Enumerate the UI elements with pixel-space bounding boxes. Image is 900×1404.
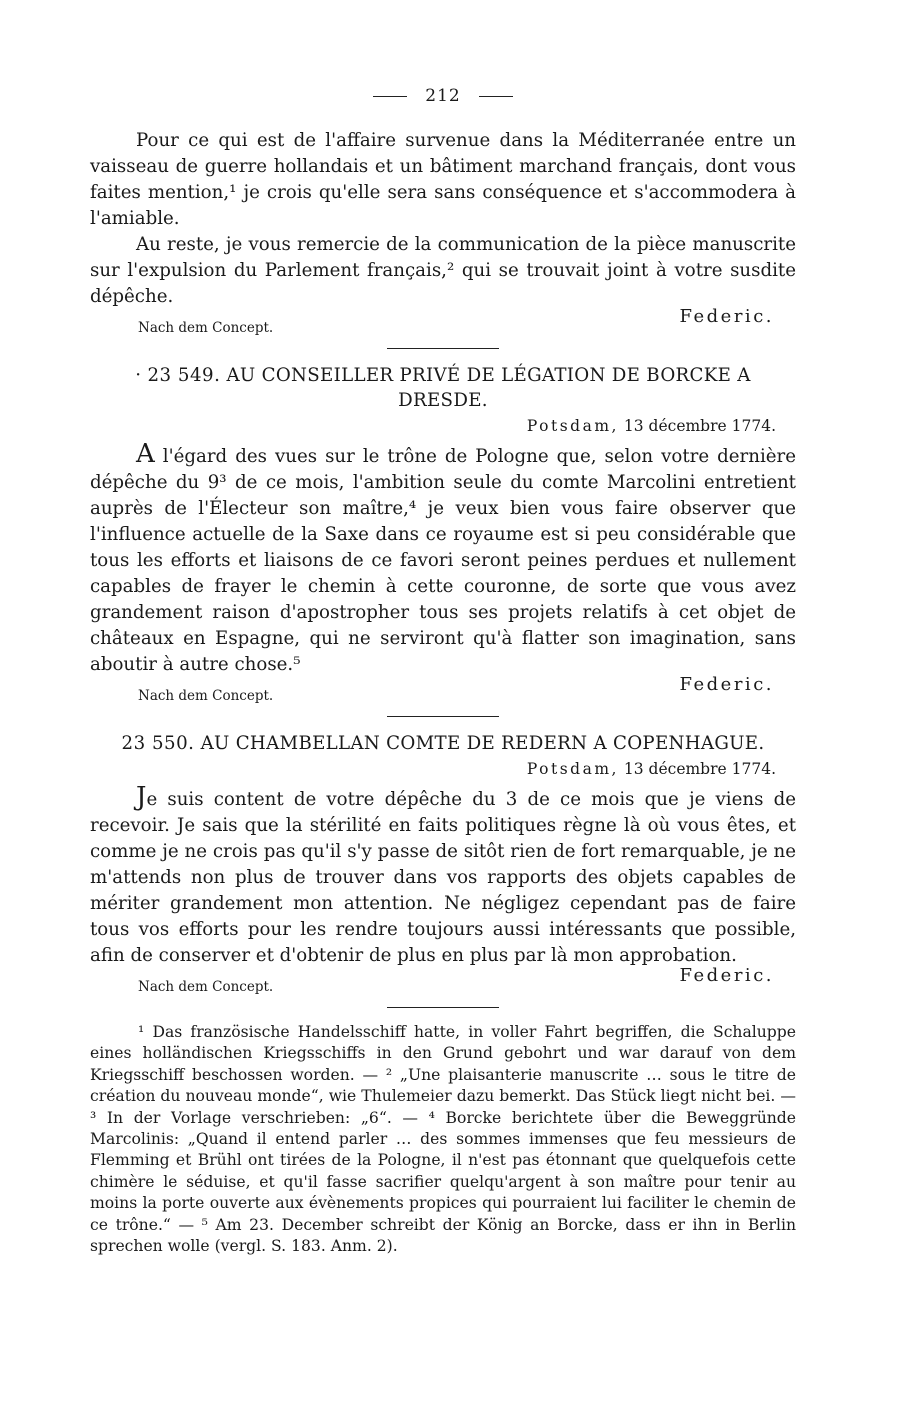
section-divider [387, 716, 499, 717]
initial-letter: A [136, 439, 155, 469]
letter-closing [90, 674, 796, 710]
letter-title: AU CONSEILLER PRIVÉ DE LÉGATION DE BORCKE A DRESDE. [226, 365, 751, 411]
footnotes [90, 1022, 796, 1257]
signature: Federic. [679, 674, 774, 695]
letter-marker: · [135, 365, 142, 386]
source-note: Nach dem Concept. [138, 688, 274, 704]
dateline-date: 13 décembre 1774. [623, 760, 776, 778]
letter-23549 [90, 363, 796, 710]
footnote-text: ¹ Das französische Handelsschiff hatte, in voller Fahrt begriffen, die Schaluppe eines holländischen Kriegsschiffs in den Grund gebohrt und war darauf von dem Kriegsschiff beschossen worden. — ² „Une plaisanterie manuscrite … sous le titre de création du nouveau monde“, wie Thulemeier dazu bemerkt. Das Stück liegt nicht bei. — ³ In der Vorlage verschrieben: „6“. — ⁴ Borcke berichtete über die Beweggründe Marcolinis: „Quand il entend parler … des sommes immenses que feu messieurs de Flemming et Brühl ont tirées de la Pologne, il n'est pas étonnant que quelquefois cette chimère le séduise, et qu'il fasse sacrifier quelqu'argent à son maître pour tenir au moins la porte ouverte aux évènements propices qui pourraient lui faciliter le chemin de ce trône.“ — ⁵ Am 23. December schreibt der König an Borcke, dass er ihn in Berlin sprechen wolle (vergl. S. 183. Anm. 2). [90, 1023, 796, 1256]
page-number: 212 [425, 86, 461, 106]
letter-body [90, 439, 796, 678]
letter-body [90, 782, 796, 969]
letter-title: AU CHAMBELLAN COMTE DE REDERN A COPENHAGUE. [200, 733, 765, 754]
header-dash-right [479, 96, 513, 97]
initial-letter: J [136, 782, 147, 812]
letter-closing [90, 306, 796, 342]
dateline-place: Potsdam, [526, 417, 619, 435]
dateline-date: 13 décembre 1774. [623, 417, 776, 435]
dateline [90, 414, 796, 438]
letter-body-text: l'égard des vues sur le trône de Pologne que, selon votre dernière dépêche du 9³ de ce mois, l'ambition seule du comte Marcolini entretient auprès de l'Électeur son maître,⁴ je veux bien vous faire observer que l'influence actuelle de la Saxe dans ce royaume est si peu considérable que tous les efforts et liaisons de ce favori seront peines perdues et nullement capables de frayer le chemin à cette couronne, de sorte que vous avez grandement raison d'apostropher tous ses projets relatifs à cet objet de châteaux en Espagne, qui ne serviront qu'à flatter son imagination, sans aboutir à autre chose.⁵ [90, 446, 796, 675]
document-page [90, 86, 796, 1257]
source-note: Nach dem Concept. [138, 320, 274, 336]
section-previous-letter-end [90, 128, 796, 342]
letter-number: 23 549. [147, 365, 221, 386]
footnote-divider [387, 1007, 499, 1008]
header-dash-left [373, 96, 407, 97]
paragraph: Au reste, je vous remercie de la communication de la pièce manuscrite sur l'expulsion du Parlement français,² qui se trouvait joint à votre susdite dépêche. [90, 234, 796, 307]
dateline-place: Potsdam, [526, 760, 619, 778]
signature: Federic. [679, 965, 774, 986]
letter-heading [90, 363, 796, 413]
section-divider [387, 348, 499, 349]
dateline [90, 757, 796, 781]
letter-body-text: e suis content de votre dépêche du 3 de ce mois que je viens de recevoir. Je sais que la stérilité en faits politiques règne là où vous êtes, et comme je ne crois pas qu'il s'y passe de sitôt rien de fort remarquable, je ne m'attends non plus de trouver dans vos rapports des objets capables de mériter grandement mon attention. Ne négligez cependant pas de faire tous vos efforts pour les rendre toujours aussi intéressants que possible, afin de conserver et d'obtenir de plus en plus par là mon approbation. [90, 789, 796, 966]
letter-heading [90, 731, 796, 756]
source-note: Nach dem Concept. [138, 979, 274, 995]
signature: Federic. [679, 306, 774, 327]
letter-number: 23 550. [121, 733, 195, 754]
running-header [90, 86, 796, 106]
paragraph: Pour ce qui est de l'affaire survenue dans la Méditerranée entre un vaisseau de guerre hollandais et un bâtiment marchand français, dont vous faites mention,¹ je crois qu'elle sera sans conséquence et s'accommodera à l'amiable. [90, 130, 796, 229]
letter-closing [90, 965, 796, 1001]
letter-23550 [90, 731, 796, 1001]
